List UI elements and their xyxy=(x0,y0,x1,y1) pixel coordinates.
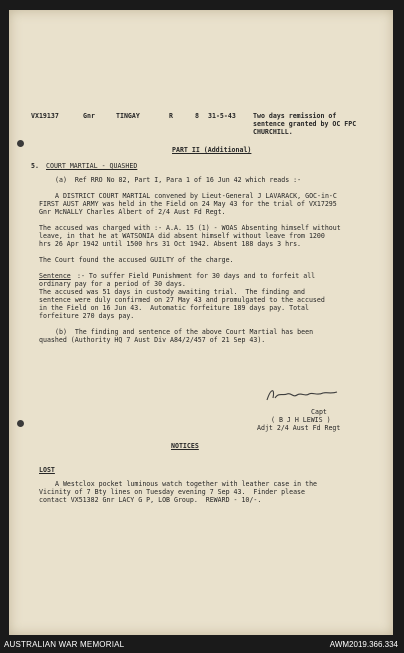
handwritten-signature xyxy=(265,386,340,404)
notice-line: contact VX51382 Gnr LACY G P, LOB Group. REWARD - 10/-. xyxy=(39,496,262,504)
punch-hole xyxy=(17,420,24,427)
date: 31-5-43 xyxy=(208,112,236,120)
signatory-name: ( B J H LEWIS ) xyxy=(271,416,331,424)
para-line: (b) The finding and sentence of the above Court Martial has been xyxy=(55,328,314,336)
surname: TINGAY xyxy=(116,112,140,120)
reference-line: (a) Ref RRO No 82, Part I, Para 1 of 16 Jun 42 which reads :- xyxy=(55,176,302,184)
signatory-unit: Adjt 2/4 Aust Fd Regt xyxy=(257,424,341,432)
footer-institution: AUSTRALIAN WAR MEMORIAL xyxy=(4,640,125,649)
item-number: 8 xyxy=(195,112,199,120)
para-line: The Court found the accused GUILTY of the charge. xyxy=(39,256,234,264)
rank: Gnr xyxy=(83,112,95,120)
remark-line-1: Two days remission of xyxy=(253,112,337,120)
para-line: A DISTRICT COURT MARTIAL convened by Lieut-General J LAVARACK, GOC-in-C xyxy=(55,192,337,200)
punch-hole xyxy=(17,140,24,147)
notice-line: A Westclox pocket luminous watch together with leather case in the xyxy=(55,480,318,488)
para-line: ordinary pay for a period of 30 days. xyxy=(39,280,186,288)
part-title: PART II (Additional) xyxy=(172,146,252,154)
service-number: VX19137 xyxy=(31,112,59,120)
para-line: Gnr McNALLY Charles Albert of 2/4 Aust Fd Regt. xyxy=(39,208,226,216)
notice-line: Vicinity of 7 Bty lines on Tuesday evening 7 Sep 43. Finder please xyxy=(39,488,305,496)
lost-label: LOST xyxy=(39,466,55,474)
archive-footer xyxy=(0,635,404,653)
para-line: The accused was charged with :- A.A. 15 (1) - WOAS Absenting himself without xyxy=(39,224,341,232)
para-line: sentence were duly confirmed on 27 May 43 and promulgated to the accused xyxy=(39,296,325,304)
code: R xyxy=(169,112,173,120)
para-line: in the Field on 16 Jun 43. Automatic forfeiture 189 days pay. Total xyxy=(39,304,309,312)
para-line: forfeiture 270 days pay. xyxy=(39,312,135,320)
remark-line-3: CHURCHILL. xyxy=(253,128,293,136)
para-line: FIRST AUST ARMY was held in the Field on 24 May 43 for the trial of VX17295 xyxy=(39,200,337,208)
section-title: COURT MARTIAL - QUASHED xyxy=(46,162,138,170)
para-line: :- To suffer Field Punishment for 30 days and to forfeit all xyxy=(73,272,316,280)
footer-accession-number: AWM2019.366.334 xyxy=(329,640,398,649)
notices-title: NOTICES xyxy=(171,442,199,450)
remark-line-2: sentence granted by OC FPC xyxy=(253,120,357,128)
para-line: The accused was 51 days in custody awaiting trial. The finding and xyxy=(39,288,305,296)
para-line: leave, in that he at WATSONIA did absent himself without leave from 1200 xyxy=(39,232,325,240)
section-number: 5. xyxy=(31,162,39,170)
document-page xyxy=(9,10,393,635)
para-line: quashed (Authority HQ 7 Aust Div A84/2/457 of 21 Sep 43). xyxy=(39,336,266,344)
para-line: hrs 26 Apr 1942 until 1500 hrs 31 Oct 1942. Absent 188 days 3 hrs. xyxy=(39,240,302,248)
signatory-rank: Capt xyxy=(311,408,327,416)
sentence-label: Sentence xyxy=(39,272,71,280)
